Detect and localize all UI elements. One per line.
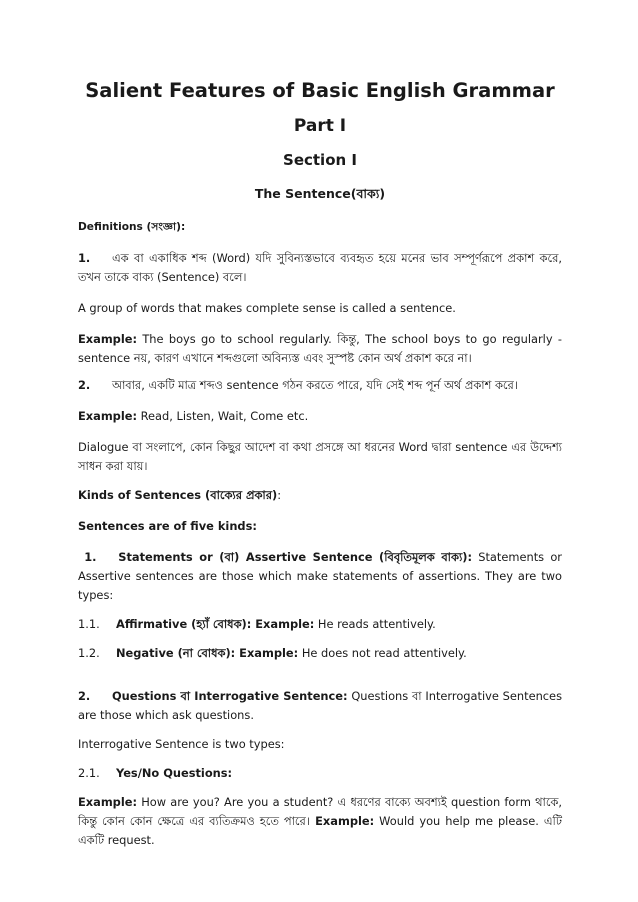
- section-heading: Section I: [283, 151, 357, 169]
- definition-2: [78, 376, 562, 395]
- definition-english: A group of words that makes complete sense is called a sentence.: [78, 301, 456, 315]
- item-1-text: Statements or Assertive sentences are those which make statements of assertions. They are two types:: [78, 550, 562, 602]
- kinds-heading-colon: :: [277, 488, 282, 502]
- definition-1: [78, 249, 562, 287]
- definition-2-number: 2.: [78, 378, 91, 392]
- example-3: [78, 793, 562, 850]
- example-1-text: The boys go to school regularly. কিন্তু, The school boys to go regularly - sentence নয়, কারণ এখানে শব্দগুলো অবিন্যস্ত এবং সুস্পষ্ট কোন অর্থ প্রকাশ করে না।: [78, 332, 562, 365]
- item-1-2-number: 1.2.: [78, 646, 100, 660]
- item-2-label: Questions বা Interrogative Sentence:: [112, 689, 348, 703]
- item-1-label: Statements or (বা) Assertive Sentence (বিবৃতিমূলক বাক্য):: [118, 550, 473, 564]
- example-3-text-2: Would you help me please. এটি একটি request.: [78, 814, 562, 847]
- item-2: [78, 687, 562, 725]
- interrogative-types: Interrogative Sentence is two types:: [78, 737, 285, 751]
- example-2-label: Example:: [78, 409, 138, 423]
- dialogue-paragraph: Dialogue বা সংলাপে, কোন কিছুর আদেশ বা কথা প্রসঙ্গে আ ধরনের Word দ্বারা sentence এর উদ্দেশ্য সাধন করা যায়।: [78, 440, 562, 473]
- item-1-number: 1.: [84, 550, 97, 564]
- page-title: Salient Features of Basic English Grammar: [85, 79, 555, 102]
- example-2-text: Read, Listen, Wait, Come etc.: [137, 409, 309, 423]
- item-2-text: Questions বা Interrogative Sentences are those which ask questions.: [78, 689, 563, 722]
- example-1-label: Example:: [78, 332, 138, 346]
- definition-1-text: এক বা একাধিক শব্দ (Word) যদি সুবিন্যস্তভাবে ব্যবহৃত হয়ে মনের ভাব সম্পূর্ণরূপে প্রকাশ করে, তখন তাকে বাক্য (Sentence) বলে।: [78, 251, 562, 284]
- example-2: [78, 407, 562, 426]
- item-1-2-text: He does not read attentively.: [298, 646, 467, 660]
- item-1-2-label: Negative (না বোধক): Example:: [116, 646, 299, 660]
- item-1-1-number: 1.1.: [78, 617, 100, 631]
- part-heading: Part I: [293, 116, 347, 136]
- example-3-label: Example:: [78, 795, 138, 809]
- five-kinds-heading: Sentences are of five kinds:: [78, 519, 257, 533]
- item-2-1-label: Yes/No Questions:: [116, 766, 233, 780]
- kinds-heading: [78, 486, 562, 505]
- item-2-number: 2.: [78, 689, 91, 703]
- sentence-heading: The Sentence(বাক্য): [254, 186, 386, 201]
- item-1-1-text: He reads attentively.: [314, 617, 436, 631]
- kinds-heading-text: Kinds of Sentences (বাক্যের প্রকার): [78, 488, 278, 502]
- definition-2-text: আবার, একটি মাত্র শব্দও sentence গঠন করতে পারে, যদি সেই শব্দ পূর্ন অর্থ প্রকাশ করে।: [112, 378, 518, 392]
- example-3-text: How are you? Are you a student? এ ধরণের বাক্যে অবশ্যই question form থাকে, কিন্তু কোন কোন ক্ষেত্রে এর ব্যতিক্রমও হতে পারে।: [78, 795, 562, 828]
- item-1-1: [78, 615, 562, 634]
- example-3-label-2: Example:: [309, 814, 375, 828]
- item-1-1-label: Affirmative (হ্যাঁ বোধক): Example:: [116, 617, 315, 631]
- definitions-label: Definitions (সংজ্ঞা):: [78, 221, 186, 233]
- item-2-1-number: 2.1.: [78, 766, 100, 780]
- item-1: [78, 548, 562, 605]
- item-2-1: [78, 764, 562, 783]
- item-1-2: [78, 644, 562, 663]
- definition-1-number: 1.: [78, 251, 91, 265]
- example-1: [78, 330, 562, 368]
- document-content: [78, 78, 562, 850]
